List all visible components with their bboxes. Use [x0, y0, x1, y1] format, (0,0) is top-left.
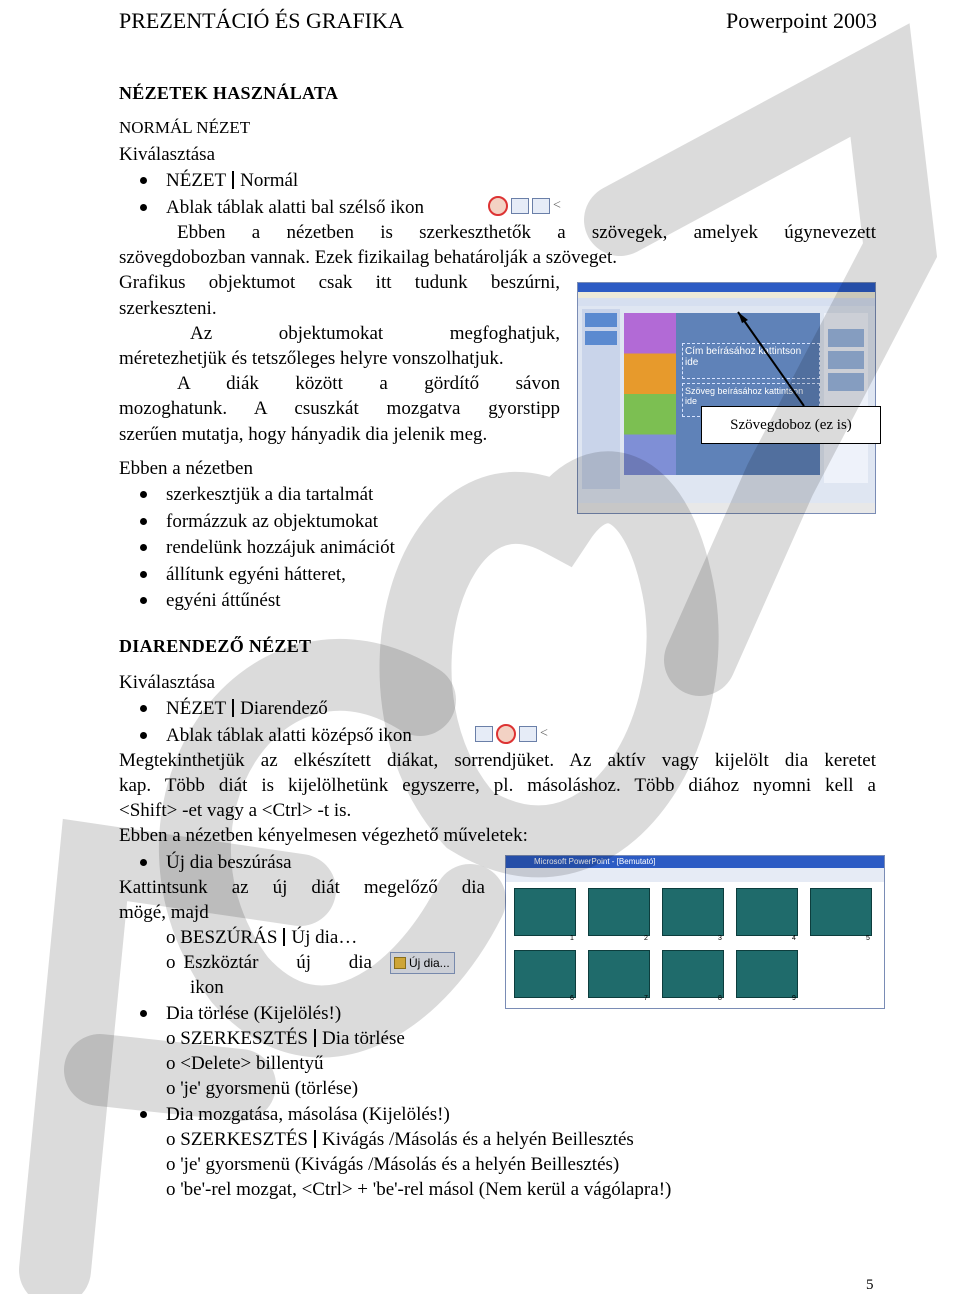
sorter-titlebar: Microsoft PowerPoint - [Bemutató]: [506, 856, 884, 868]
task-pane: [824, 313, 868, 483]
chevron-left-icon: <: [540, 726, 548, 741]
normal-view-icon[interactable]: [475, 726, 493, 742]
slide-number: 3: [718, 935, 722, 942]
sub-toolbar-icon-word: ikon: [190, 977, 224, 998]
bullet-icon-location-2: Ablak táblak alatti középső ikon: [166, 725, 412, 746]
page-number: 5: [866, 1277, 874, 1293]
body-placeholder[interactable]: Szöveg beírásához kattintson ide: [682, 383, 820, 417]
slide-number: 8: [718, 995, 722, 1002]
textbox-callout: Szövegdoboz (ez is): [701, 406, 881, 444]
bullet-icon-location: Ablak táblak alatti bal szélső ikon: [166, 197, 425, 218]
photo-strip: [624, 313, 676, 475]
slide-number: 6: [570, 995, 574, 1002]
task-item: formázzuk az objektumokat: [166, 511, 379, 532]
new-slide-icon: [394, 957, 406, 969]
ops-label: Ebben a nézetben kényelmesen végezhető műveletek:: [119, 825, 528, 846]
slide-grid: [514, 888, 872, 998]
menu-normal: Normál: [240, 170, 299, 191]
task-item: szerkesztjük a dia tartalmát: [166, 484, 374, 505]
section-title-sorter: DIARENDEZŐ NÉZET: [119, 636, 312, 656]
delete-item: o 'je' gyorsmenü (törlése): [166, 1078, 359, 1099]
para-line3: <Shift> -et vagy a <Ctrl> -t is.: [119, 800, 352, 821]
bullet-new-slide: Új dia beszúrása: [166, 852, 292, 873]
slide-thumbnail[interactable]: [736, 888, 798, 936]
bullet-delete: Dia törlése (Kijelölés!): [166, 1003, 342, 1024]
bullet-menu-path-2: [166, 696, 328, 721]
slide-number: 5: [866, 935, 870, 942]
para2-line3: Az objektumokat megfoghatjuk,: [190, 323, 560, 344]
view-icon-bar-2: [475, 724, 548, 744]
slide-number: 4: [792, 935, 796, 942]
header-left: PREZENTÁCIÓ ÉS GRAFIKA: [119, 8, 404, 33]
bullet-menu-path: [166, 168, 298, 193]
slide-pane: [582, 309, 620, 489]
para2-line6: mozoghatunk. A csuszkát mozgatva gyorstipp: [119, 398, 560, 419]
delete-item: o SZERKESZTÉS Dia törlése: [166, 1028, 405, 1049]
slide-thumbnail[interactable]: [588, 888, 650, 936]
slide-sorter-screenshot: [505, 855, 885, 1009]
window-titlebar: [578, 283, 875, 292]
new-slide-toolbar-button[interactable]: Új dia...: [390, 952, 455, 974]
section-title-views: NÉZETEK HASZNÁLATA: [119, 83, 339, 103]
header-right: Powerpoint 2003: [726, 8, 877, 33]
para1-line1: Ebben a nézetben is szerkeszthetők a szövegek, amelyek úgynevezett: [177, 222, 876, 243]
bullet-move: Dia mozgatása, másolása (Kijelölés!): [166, 1104, 450, 1125]
para2-line7: szerűen mutatja, hogy hányadik dia jelenik meg.: [119, 424, 488, 445]
status-bar: [578, 503, 875, 513]
separator: [232, 699, 234, 717]
menu-uj-dia: Új dia…: [291, 927, 358, 948]
view-icon-bar: [488, 196, 561, 216]
para2-line2: szerkeszteni.: [119, 298, 217, 319]
delete-item: o <Delete> billentyű: [166, 1053, 324, 1074]
sub-toolbar: o Eszköztár új dia: [166, 952, 372, 973]
slide-sorter-icon[interactable]: [496, 724, 516, 744]
normal-view-icon[interactable]: [488, 196, 508, 216]
para2-line4: méretezhetjük és tetszőleges helyre vonszolhatjuk.: [119, 348, 504, 369]
move-item: o 'je' gyorsmenü (Kivágás /Másolás és a helyén Beillesztés): [166, 1154, 620, 1175]
slide-number: 1: [570, 935, 574, 942]
slide-thumbnail[interactable]: [810, 888, 872, 936]
subtitle-normal-view: NORMÁL NÉZET: [119, 118, 251, 137]
separator: [314, 1130, 316, 1148]
title-placeholder[interactable]: Cím beírásához kattintson ide: [682, 343, 820, 379]
separator: [232, 171, 234, 189]
slide-number: 9: [792, 995, 796, 1002]
separator: [314, 1029, 316, 1047]
slide-number: 2: [644, 935, 648, 942]
click-line2: mögé, majd: [119, 902, 209, 923]
slideshow-icon[interactable]: [532, 198, 550, 214]
para1-line2: szövegdobozban vannak. Ezek fizikailag behatárolják a szöveget.: [119, 247, 618, 268]
slide-thumbnail[interactable]: [514, 950, 576, 998]
menu-nezet: NÉZET: [166, 170, 227, 191]
menu-diarendezo: Diarendező: [240, 698, 328, 719]
task-item: rendelünk hozzájuk animációt: [166, 537, 395, 558]
slide-sorter-icon[interactable]: [511, 198, 529, 214]
task-item: egyéni áttűnést: [166, 590, 281, 611]
select-label: Kiválasztása: [119, 144, 216, 165]
in-view-label: Ebben a nézetben: [119, 458, 253, 479]
task-item: állítunk egyéni hátteret,: [166, 564, 346, 585]
sub-insert: o BESZÚRÁS Új dia…: [166, 927, 358, 948]
para-line2: kap. Több diát is kijelölhetünk egyszerre, pl. másoláshoz. Több diához nyomni kell a: [119, 775, 876, 796]
slide-thumbnail[interactable]: [662, 950, 724, 998]
sorter-toolbar: [506, 868, 884, 882]
slide-thumbnail[interactable]: [736, 950, 798, 998]
slide-thumbnail[interactable]: [588, 950, 650, 998]
chevron-left-icon: <: [553, 198, 561, 213]
move-item: o SZERKESZTÉS Kivágás /Másolás és a helyén Beillesztés: [166, 1129, 634, 1150]
callout-arrow: [700, 300, 820, 412]
move-item: o 'be'-rel mozgat, <Ctrl> + 'be'-rel másol (Nem kerül a vágólapra!): [166, 1179, 672, 1200]
slide-thumbnail[interactable]: [514, 888, 576, 936]
slide-thumbnail[interactable]: [662, 888, 724, 936]
para2-line1: Grafikus objektumot csak itt tudunk beszúrni,: [119, 272, 560, 293]
menu-nezet: NÉZET: [166, 698, 227, 719]
slideshow-icon[interactable]: [519, 726, 537, 742]
para-line1: Megtekinthetjük az elkészített diákat, sorrendjüket. Az aktív vagy kijelölt dia keretet: [119, 750, 876, 771]
separator: [283, 928, 285, 946]
slide-number: 7: [644, 995, 648, 1002]
para2-line5: A diák között a gördítő sávon: [177, 373, 560, 394]
menu-beszuras: BESZÚRÁS: [180, 927, 278, 948]
select-label-2: Kiválasztása: [119, 672, 216, 693]
click-line1: Kattintsunk az új diát megelőző dia: [119, 877, 485, 898]
